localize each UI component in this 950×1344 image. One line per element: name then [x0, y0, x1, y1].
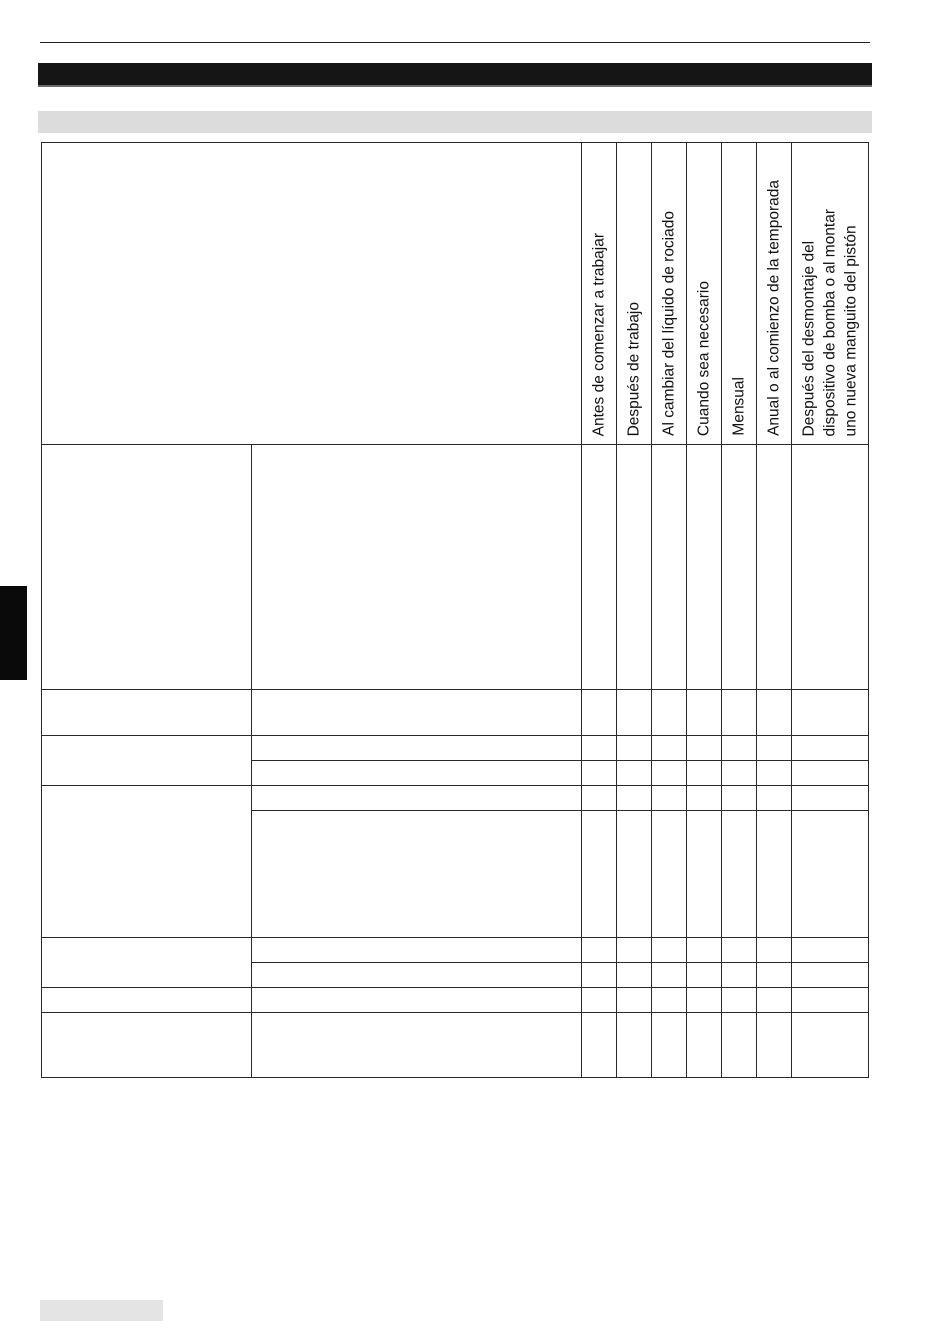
check-cell [582, 445, 617, 690]
check-cell [792, 811, 869, 938]
table-row [42, 938, 869, 963]
col-label-monthly: Mensual [730, 377, 748, 436]
check-cell [617, 690, 652, 736]
check-cell [652, 445, 687, 690]
group-cell [42, 445, 252, 690]
table-row [42, 1013, 869, 1078]
check-cell [687, 736, 722, 761]
check-cell [757, 811, 792, 938]
table-row [42, 736, 869, 761]
check-cell [792, 690, 869, 736]
check-cell [582, 786, 617, 811]
check-cell [792, 963, 869, 988]
check-cell [757, 736, 792, 761]
check-cell [687, 963, 722, 988]
check-cell [582, 811, 617, 938]
check-cell [652, 786, 687, 811]
check-cell [582, 1013, 617, 1078]
check-cell [687, 988, 722, 1013]
check-cell [792, 1013, 869, 1078]
check-cell [652, 690, 687, 736]
check-cell [617, 938, 652, 963]
check-cell [722, 736, 757, 761]
check-cell [757, 445, 792, 690]
check-cell [722, 761, 757, 786]
check-cell [722, 1013, 757, 1078]
task-cell [252, 811, 582, 938]
check-cell [687, 690, 722, 736]
group-cell [42, 736, 252, 786]
col-header-pump-disassembly [792, 143, 869, 445]
check-cell [617, 811, 652, 938]
check-cell [582, 736, 617, 761]
col-header-as-needed [687, 143, 722, 445]
task-cell [252, 690, 582, 736]
header-blank-cell [42, 143, 582, 445]
check-cell [792, 736, 869, 761]
table-row [42, 988, 869, 1013]
check-cell [617, 786, 652, 811]
check-cell [757, 1013, 792, 1078]
table-row [42, 786, 869, 811]
check-cell [617, 988, 652, 1013]
check-cell [652, 938, 687, 963]
col-label-after-work: Después de trabajo [625, 301, 643, 436]
check-cell [652, 761, 687, 786]
check-cell [687, 761, 722, 786]
section-header-bar [38, 111, 872, 133]
check-cell [722, 690, 757, 736]
language-side-tab [0, 586, 27, 680]
check-cell [722, 963, 757, 988]
task-cell [252, 786, 582, 811]
task-cell [252, 1013, 582, 1078]
check-cell [722, 445, 757, 690]
col-label-liquid-change: Al cambiar del líquido de rociado [660, 211, 678, 436]
check-cell [757, 938, 792, 963]
check-cell [617, 445, 652, 690]
task-cell [252, 761, 582, 786]
col-header-yearly [757, 143, 792, 445]
check-cell [722, 786, 757, 811]
task-cell [252, 445, 582, 690]
check-cell [757, 786, 792, 811]
title-bar [38, 63, 872, 87]
table-row [42, 445, 869, 690]
maintenance-table [41, 142, 869, 1078]
check-cell [652, 963, 687, 988]
col-header-liquid-change [652, 143, 687, 445]
task-cell [252, 988, 582, 1013]
check-cell [687, 1013, 722, 1078]
check-cell [757, 690, 792, 736]
group-cell [42, 690, 252, 736]
col-header-before-work [582, 143, 617, 445]
check-cell [582, 938, 617, 963]
check-cell [722, 938, 757, 963]
col-label-pump-disassembly: Después del desmontaje del dispositivo de bomba o al montar uno nueva manguito del pistón [800, 208, 860, 436]
top-rule [40, 42, 870, 43]
check-cell [687, 811, 722, 938]
check-cell [617, 963, 652, 988]
check-cell [617, 736, 652, 761]
check-cell [792, 988, 869, 1013]
col-header-monthly [722, 143, 757, 445]
check-cell [582, 690, 617, 736]
check-cell [617, 1013, 652, 1078]
check-cell [757, 963, 792, 988]
col-header-after-work [617, 143, 652, 445]
check-cell [652, 988, 687, 1013]
col-label-before-work: Antes de comenzar a trabajar [590, 232, 608, 436]
col-label-as-needed: Cuando sea necesario [695, 280, 713, 436]
check-cell [687, 938, 722, 963]
table-header-row [42, 143, 869, 445]
check-cell [792, 786, 869, 811]
check-cell [652, 1013, 687, 1078]
task-cell [252, 963, 582, 988]
check-cell [722, 811, 757, 938]
check-cell [792, 445, 869, 690]
check-cell [582, 988, 617, 1013]
check-cell [757, 761, 792, 786]
check-cell [722, 988, 757, 1013]
group-cell [42, 988, 252, 1013]
check-cell [652, 811, 687, 938]
check-cell [617, 761, 652, 786]
table-row [42, 690, 869, 736]
check-cell [792, 938, 869, 963]
col-label-yearly: Anual o al comienzo de la temporada [765, 180, 783, 436]
check-cell [582, 761, 617, 786]
task-cell [252, 736, 582, 761]
check-cell [687, 786, 722, 811]
group-cell [42, 938, 252, 988]
check-cell [757, 988, 792, 1013]
check-cell [652, 736, 687, 761]
group-cell [42, 1013, 252, 1078]
group-cell [42, 786, 252, 938]
task-cell [252, 938, 582, 963]
check-cell [792, 761, 869, 786]
page-footer-box [40, 1300, 163, 1321]
check-cell [582, 963, 617, 988]
check-cell [687, 445, 722, 690]
